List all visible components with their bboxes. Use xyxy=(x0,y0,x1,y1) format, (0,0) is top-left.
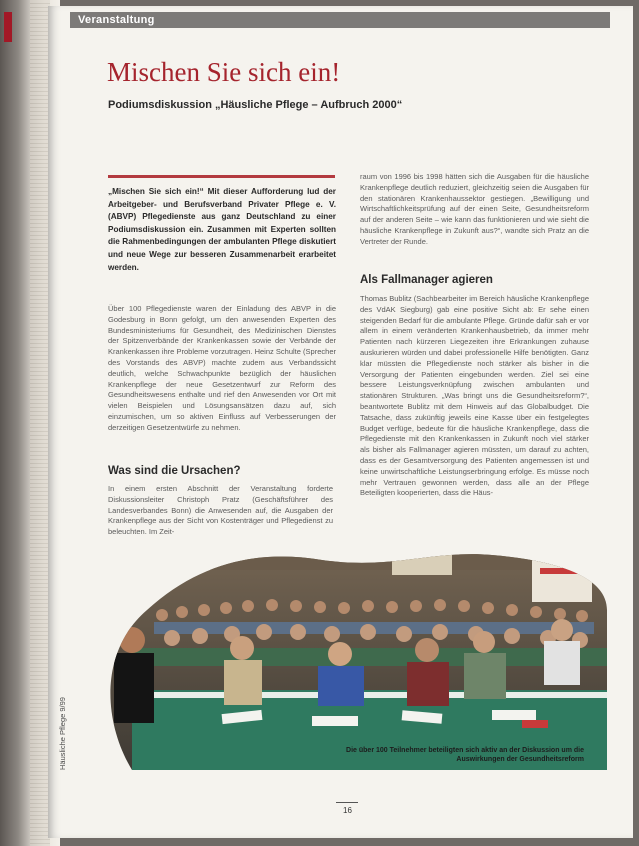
lead-paragraph: „Mischen Sie sich ein!“ Mit dieser Aufforderung lud der Arbeitgeber- und Berufsverband Privater Pflege e. V. (ABVP) Pflegedienste aus ganz Deutschland zu einer Podiumsdiskussion ein. Zusammen mit Experten sollten die Rahmenbedingungen der ambulanten Pflege diskutiert und neue Wege zur besseren Zusammenarbeit erarbeitet werden. xyxy=(108,187,336,272)
lead-rule xyxy=(108,175,335,178)
page-number-rule xyxy=(336,802,358,803)
section-label: Veranstaltung xyxy=(78,14,155,26)
body-paragraph-intro: Über 100 Pflegedienste waren der Einladung des ABVP in die Godesburg in Bonn gefolgt, um den anwesenden Experten des Bundesministeriums für Gesundheit, des Medizinischen Dienstes der Spitzenverbände der Krankenkassen sowie der Verbände der Krankenkassen ihre Probleme vorzutragen. Heinz Schulte (Sprecher des Vorstands des ABVP) machte zudem aus Verbandssicht deutlich, welche Schwachpunkte bezüglich der häuslichen Krankenpflege der neue Gesetzentwurf zur Reform des Gesundheitswesens enthalte und rief den Anwesenden vor Ort mit vielen Beispielen und Lösungsansätzen dazu auf, sich einzumischen, um so aktiven Einfluss auf Verbesserungen der derzeitigen Gesetzentwürfe zu nehmen. xyxy=(108,304,336,432)
article-subtitle: Podiumsdiskussion „Häusliche Pflege – Aufbruch 2000“ xyxy=(108,99,403,111)
body-paragraph-ursachen: In einem ersten Abschnitt der Veranstaltung forderte Diskussionsleiter Christoph Pratz (Geschäftsführer des Landesverbandes Bonn) die Anwesenden auf, die Ausgaben der Krankenpflege aus der Sicht von Kostenträger und Pflegedienst zu beleuchten. Im Zeit- xyxy=(108,484,333,537)
heading-ursachen: Was sind die Ursachen? xyxy=(108,465,241,477)
heading-fallmanager: Als Fallmanager agieren xyxy=(360,274,493,286)
red-index-tab xyxy=(4,12,12,42)
issue-side-label: Häusliche Pflege 9/99 xyxy=(58,697,67,770)
conference-photo-illustration xyxy=(92,520,607,770)
article-title: Mischen Sie sich ein! xyxy=(107,57,341,87)
page-number: 16 xyxy=(343,806,352,815)
photo-caption: Die über 100 Teilnehmer beteiligten sich aktiv an der Diskussion um die Auswirkungen der Gesundheitsreform xyxy=(346,747,584,763)
conference-photo xyxy=(92,520,607,770)
body-paragraph-right-top: raum von 1996 bis 1998 hätten sich die Ausgaben für die häusliche Krankenpflege deutlich reduziert, gleichzeitig seien die Ausgaben für den stationären Krankenhaussektor gestiegen. „Bewilligung und Wirtschaftlichkeitsprüfung auf der einen Seite, Gesundheitsreform auf der anderen Seite – wie kann das funktionieren und wie sieht die häusliche Krankenpflege in Zukunft aus?“, wandte sich Pratz an die Vertreter der Runde. xyxy=(360,172,589,246)
binding-edge xyxy=(30,0,50,846)
body-paragraph-fallmanager: Thomas Bublitz (Sachbearbeiter im Bereich häusliche Krankenpflege des VdAK Siegburg) gab eine positive Sicht ab: Er sehe einen steigenden Bedarf für die ambulante Pflege. Gründe dafür sah er vor allem in einem veränderten Krankenhausbetrieb, da immer mehr Patienten nach kürzeren Liegezeiten ihre Erkrankungen zuhause auskurieren würden und dabei professionelle Hilfe benötigten. Ganz klar müssten die Pflegedienste noch stärker als bisher in die Versorgung der Patienten eingebunden werden. Ziel sei eine bessere Leistungsverknüpfung zwischen ambulanten und stationären Strukturen. „Was bringt uns die Gesundheitsreform?“, beantwortete Bublitz mit dem Hinweis auf das Globalbudget. Die Tatsache, dass zukünftig jeweils eine Kasse über ein festgelegtes Budget verfüge, bedeute für die häusliche Krankenpflege, dass die Pflegedienste mit den Krankenkassen in Zukunft noch viel stärker als bisher als Fallmanager agieren müssten, um darauf zu achten, dass es der Gesamtversorgung des Patienten angemessen ist und keine unwirtschaftliche Leistungserbringung erfolge. Es müsse noch mehr Vertrauen gewonnen werden, dass alle an der Pflege Beteiligten kooperierten, dass die Häus- xyxy=(360,294,589,498)
